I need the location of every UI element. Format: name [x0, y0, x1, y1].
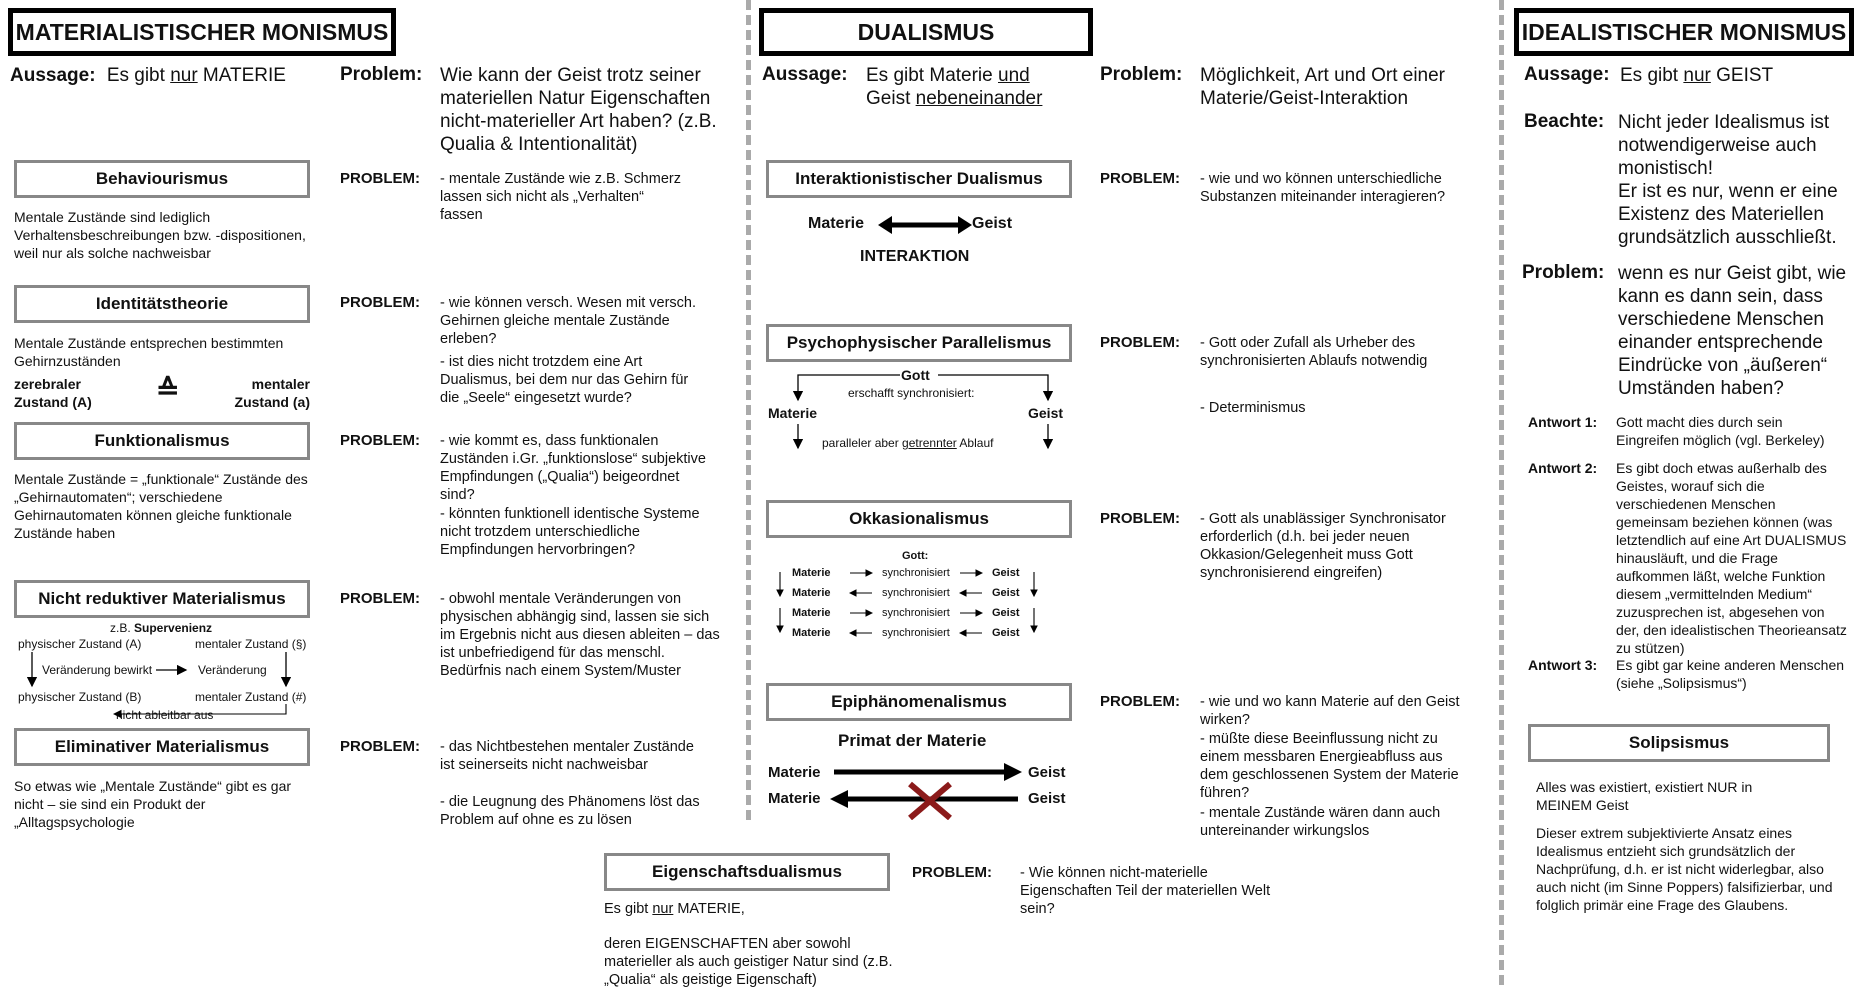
idealism-statement-pre: Es gibt: [1620, 65, 1684, 86]
dualism-statement-und: und: [998, 65, 1030, 86]
occ-sync: synchronisiert: [882, 587, 950, 599]
idealism-statement-post: GEIST: [1710, 65, 1774, 86]
property-dualism-line1: [604, 900, 745, 918]
functionalism-box: Funktionalismus: [14, 422, 310, 460]
occ-mind: Geist: [992, 567, 1020, 579]
causes-change: Veränderung bewirkt: [42, 663, 153, 677]
statement-label: Aussage:: [10, 65, 96, 86]
parallelism-matter: Materie: [768, 405, 818, 421]
solipsism-text-2: Dieser extrem subjektivierte Ansatz eines Idealismus entzieht sich grundsätzlich der Nachprüfung, d.h. er ist nicht widerlegbar, also auch nicht (im Sinne Poppers) falsifizierbar, und folglich primär eine Frage des Glaubens.: [1536, 825, 1833, 913]
idealism-note-text: Nicht jeder Idealismus ist notwendigerweise auch monistisch!: [1618, 112, 1830, 179]
eliminative-problem-1: - das Nichtbestehen mentaler Zustände ist seinerseits nicht nachweisbar: [440, 739, 694, 773]
idealism-problem-label: Problem:: [1522, 262, 1605, 283]
supervenience-bold: Supervenienz: [134, 621, 213, 635]
answer-2-text: Es gibt doch etwas außerhalb des Geistes, worauf sich die verschiedenen Menschen gemeinsam beziehen können (was letztendlich auf eine Art DUALISMUS hinausläuft, und die Frage aufkommen läßt, welche Funktion diesem „vermittelnden Medium“ zuzusprechen ist, abgesehen von der, den idealistischen Theorieansatz zu stützen): [1616, 460, 1847, 656]
materialism-problem-label: Problem:: [340, 64, 423, 85]
physical-state-a: physischer Zustand (A): [18, 637, 142, 651]
property-dualism-emphasis: nur: [652, 901, 674, 917]
occasionalism-arrows: [760, 560, 1060, 660]
dualism-statement-mid: Geist: [866, 88, 916, 109]
identity-theory-desc: Mentale Zustände entsprechen bestimmten Gehirnzuständen: [14, 335, 284, 369]
answer-3-text: Es gibt gar keine anderen Menschen (siehe „Solipsismus“): [1616, 657, 1845, 691]
epiphenomenalism-arrows: [826, 760, 1026, 820]
answer-2: [1528, 459, 1868, 657]
occasionalism-god: Gott:: [902, 550, 929, 562]
header-idealism: IDEALISTISCHER MONISMUS: [1514, 8, 1854, 56]
idealism-problem-text: wenn es nur Geist gibt, wie kann es dann sein, dass verschiedene Menschen einander entsprechende Eindrücke von „äußeren“ Umständen haben?: [1618, 263, 1847, 399]
occasionalism-problem-1: - Gott als unablässiger Synchronisator erforderlich (d.h. bei jeder neuen Okkasion/Gelegenheit muss Gott synchronisierend eingreifen): [1200, 511, 1446, 581]
property-dualism-line2: deren EIGENSCHAFTEN aber sowohl materieller als auch geistiger Natur sind (z.B. „Qualia“ als geistige Eigenschaft): [604, 936, 893, 988]
dualism-statement-pre: Es gibt Materie: [866, 65, 998, 86]
column-divider-left: [746, 0, 751, 820]
column-divider-right: [1499, 0, 1504, 985]
statement-emphasis: nur: [170, 65, 198, 86]
header-materialism: MATERIALISTISCHER MONISMUS: [8, 8, 396, 56]
mental-state-s: mentaler Zustand (§): [195, 637, 307, 651]
statement-pre: Es gibt: [106, 65, 171, 86]
interaction-left: Materie: [808, 215, 865, 232]
parallelism-problem-2: - Determinismus: [1200, 400, 1306, 416]
interaction-caption: INTERAKTION: [860, 248, 970, 265]
answer-1-label: Antwort 1:: [1528, 414, 1598, 430]
occ-mind: Geist: [992, 587, 1020, 599]
parallelism-god: Gott: [901, 367, 930, 383]
epiphenomenalism-problem-tag: PROBLEM:: [1100, 693, 1180, 710]
occ-matter: Materie: [792, 587, 831, 599]
parallelism-box: Psychophysischer Parallelismus: [766, 324, 1072, 362]
parallelism-flow-post: Ablauf: [956, 436, 994, 450]
behaviourism-problem-tag: PROBLEM:: [340, 170, 420, 187]
interactionist-problem-tag: PROBLEM:: [1100, 170, 1180, 187]
identity-problem-tag: PROBLEM:: [340, 294, 420, 311]
occ-mind: Geist: [992, 607, 1020, 619]
eliminative-problem-tag: PROBLEM:: [340, 738, 420, 755]
parallelism-flow-pre: paralleler aber: [822, 436, 903, 450]
property-dualism-problem-tag: PROBLEM:: [912, 864, 992, 881]
behaviourism-box: Behaviourismus: [14, 160, 310, 198]
answer-1-text: Gott macht dies durch sein Eingreifen möglich (vgl. Berkeley): [1616, 414, 1825, 448]
solipsism-text-1: Alles was existiert, existiert NUR in MEINEM Geist: [1536, 779, 1753, 813]
occ-sync: synchronisiert: [882, 567, 950, 579]
non-reductive-box: Nicht reduktiver Materialismus: [14, 580, 310, 618]
property-dualism-pre: Es gibt: [604, 901, 653, 917]
epi-matter-bottom: Materie: [768, 790, 821, 807]
occ-matter: Materie: [792, 607, 831, 619]
idealism-note: [1618, 111, 1868, 249]
behaviourism-problem-1: - mentale Zustände wie z.B. Schmerz lassen sich nicht als „Verhalten“ fassen: [440, 171, 681, 223]
parallelism-flow-u: getrennter: [902, 436, 957, 450]
occasionalism-box: Okkasionalismus: [766, 500, 1072, 538]
identity-theory-box: Identitätstheorie: [14, 285, 310, 323]
solipsism-box: Solipsismus: [1528, 724, 1830, 762]
functionalism-problem-1: - wie kommt es, dass funktionalen Zuständen i.Gr. „funktionslose“ subjektive Empfindungen („Qualia“) beigeordnet sind?: [440, 433, 706, 503]
eliminative-problem-2: - die Leugnung des Phänomens löst das Problem auf ohne es zu lösen: [440, 794, 700, 828]
idealism-statement-label: Aussage:: [1524, 64, 1610, 85]
occ-matter: Materie: [792, 627, 831, 639]
epi-mind-top: Geist: [1028, 764, 1066, 781]
change-label: Veränderung: [198, 663, 267, 677]
supervenience-arrows: [0, 0, 330, 740]
occ-mind: Geist: [992, 627, 1020, 639]
functionalism-problem-tag: PROBLEM:: [340, 432, 420, 449]
property-dualism-problem-1: - Wie können nicht-materielle Eigenschaften Teil der materiellen Welt sein?: [1020, 865, 1271, 917]
parallelism-sync: erschafft synchronisiert:: [848, 386, 975, 400]
idealism-note-label: Beachte:: [1524, 111, 1605, 132]
non-reductive-problem-tag: PROBLEM:: [340, 590, 420, 607]
epi-mind-bottom: Geist: [1028, 790, 1066, 807]
epiphenomenalism-problem-3: - mentale Zustände wären dann auch untereinander wirkungslos: [1200, 805, 1441, 839]
epiphenomenalism-problem-1: - wie und wo kann Materie auf den Geist wirken?: [1200, 694, 1460, 728]
interaction-double-arrow: [878, 214, 972, 236]
statement-post: MATERIE: [197, 65, 286, 86]
answer-3-label: Antwort 3:: [1528, 657, 1598, 673]
epiphenomenalism-box: Epiphänomenalismus: [766, 683, 1072, 721]
identity-problem-1: - wie können versch. Wesen mit versch. Gehirnen gleiche mentale Zustände erleben?: [440, 295, 696, 347]
idealism-statement-text: [1620, 64, 1773, 87]
materialism-problem-text: Wie kann der Geist trotz seiner materiellen Natur Eigenschaften nicht-materieller Art haben? (z.B. Qualia & Intentionalität): [440, 65, 717, 155]
dualism-statement-nebeneinander: nebeneinander: [915, 88, 1043, 109]
eliminative-box: Eliminativer Materialismus: [14, 728, 310, 766]
non-reductive-problem-1: - obwohl mentale Veränderungen von physischen abhängig sind, lassen sie sich im Ergebnis nicht aus diesen ableiten – das ist unbefriedigend für das menschl. Bedürfnis nach einem System/Muster: [440, 591, 720, 679]
answer-3: [1528, 656, 1868, 692]
dualism-problem-label: Problem:: [1100, 64, 1183, 85]
interactionist-box: Interaktionistischer Dualismus: [766, 160, 1072, 198]
parallelism-mind: Geist: [1028, 405, 1064, 421]
supervenience-prefix: z.B.: [110, 621, 135, 635]
header-dualism: DUALISMUS: [759, 8, 1093, 56]
not-derivable-label: nicht ableitbar aus: [116, 708, 214, 722]
interaction-right: Geist: [972, 215, 1013, 232]
dualism-statement-text: [866, 64, 1086, 110]
epiphenomenalism-problem-2: - müßte diese Beeinflussung nicht zu einem messbaren Energieabfluss aus dem geschlossenen System der Materie führen?: [1200, 731, 1459, 801]
identity-problem-2: - ist dies nicht trotzdem eine Art Dualismus, bei dem nur das Gehirn für die „Seele“ eingesetzt wurde?: [440, 354, 689, 406]
parallelism-arrows: [760, 360, 1080, 460]
functionalism-desc: Mentale Zustände = „funktionale“ Zustände des „Gehirnautomaten“; verschiedene Gehirnautomaten können gleiche funktionale Zustände haben: [14, 471, 308, 541]
property-dualism-post: MATERIE,: [673, 901, 745, 917]
property-dualism-box: Eigenschaftsdualismus: [604, 853, 890, 891]
idealism-note-text2: Er ist es nur, wenn er eine Existenz des Materiellen grundsätzlich ausschließt.: [1618, 181, 1838, 248]
idealism-statement-emphasis: nur: [1683, 65, 1711, 86]
identity-right-state: mentaler Zustand (a): [234, 376, 310, 410]
dualism-problem-text: Möglichkeit, Art und Ort einer Materie/Geist-Interaktion: [1200, 65, 1445, 109]
identity-left-state: zerebraler Zustand (A): [14, 376, 92, 410]
epiphenomenalism-subtitle: Primat der Materie: [838, 731, 987, 750]
functionalism-problem-2: - könnten funktionell identische Systeme nicht trotzdem unterschiedliche Empfindungen hervorbringen?: [440, 506, 700, 558]
epi-matter-top: Materie: [768, 764, 821, 781]
equiv-symbol: ≙: [156, 374, 180, 405]
dualism-statement-label: Aussage:: [762, 64, 848, 85]
eliminative-desc: So etwas wie „Mentale Zustände“ gibt es gar nicht – sie sind ein Produkt der „Alltagspsychologie: [14, 778, 292, 830]
parallelism-problem-1: - Gott oder Zufall als Urheber des synchronisierten Ablaufs notwendig: [1200, 335, 1428, 369]
parallelism-problem-tag: PROBLEM:: [1100, 334, 1180, 351]
behaviourism-desc: Mentale Zustände sind lediglich Verhaltensbeschreibungen bzw. -dispositionen, weil nur als solche nachweisbar: [14, 209, 306, 261]
answer-1: [1528, 413, 1868, 449]
mental-state-h: mentaler Zustand (#): [195, 690, 307, 704]
interactionist-problem-1: - wie und wo können unterschiedliche Substanzen miteinander interagieren?: [1200, 171, 1446, 205]
occasionalism-problem-tag: PROBLEM:: [1100, 510, 1180, 527]
occ-sync: synchronisiert: [882, 627, 950, 639]
answer-2-label: Antwort 2:: [1528, 460, 1598, 476]
physical-state-b: physischer Zustand (B): [18, 690, 142, 704]
occ-sync: synchronisiert: [882, 607, 950, 619]
occ-matter: Materie: [792, 567, 831, 579]
